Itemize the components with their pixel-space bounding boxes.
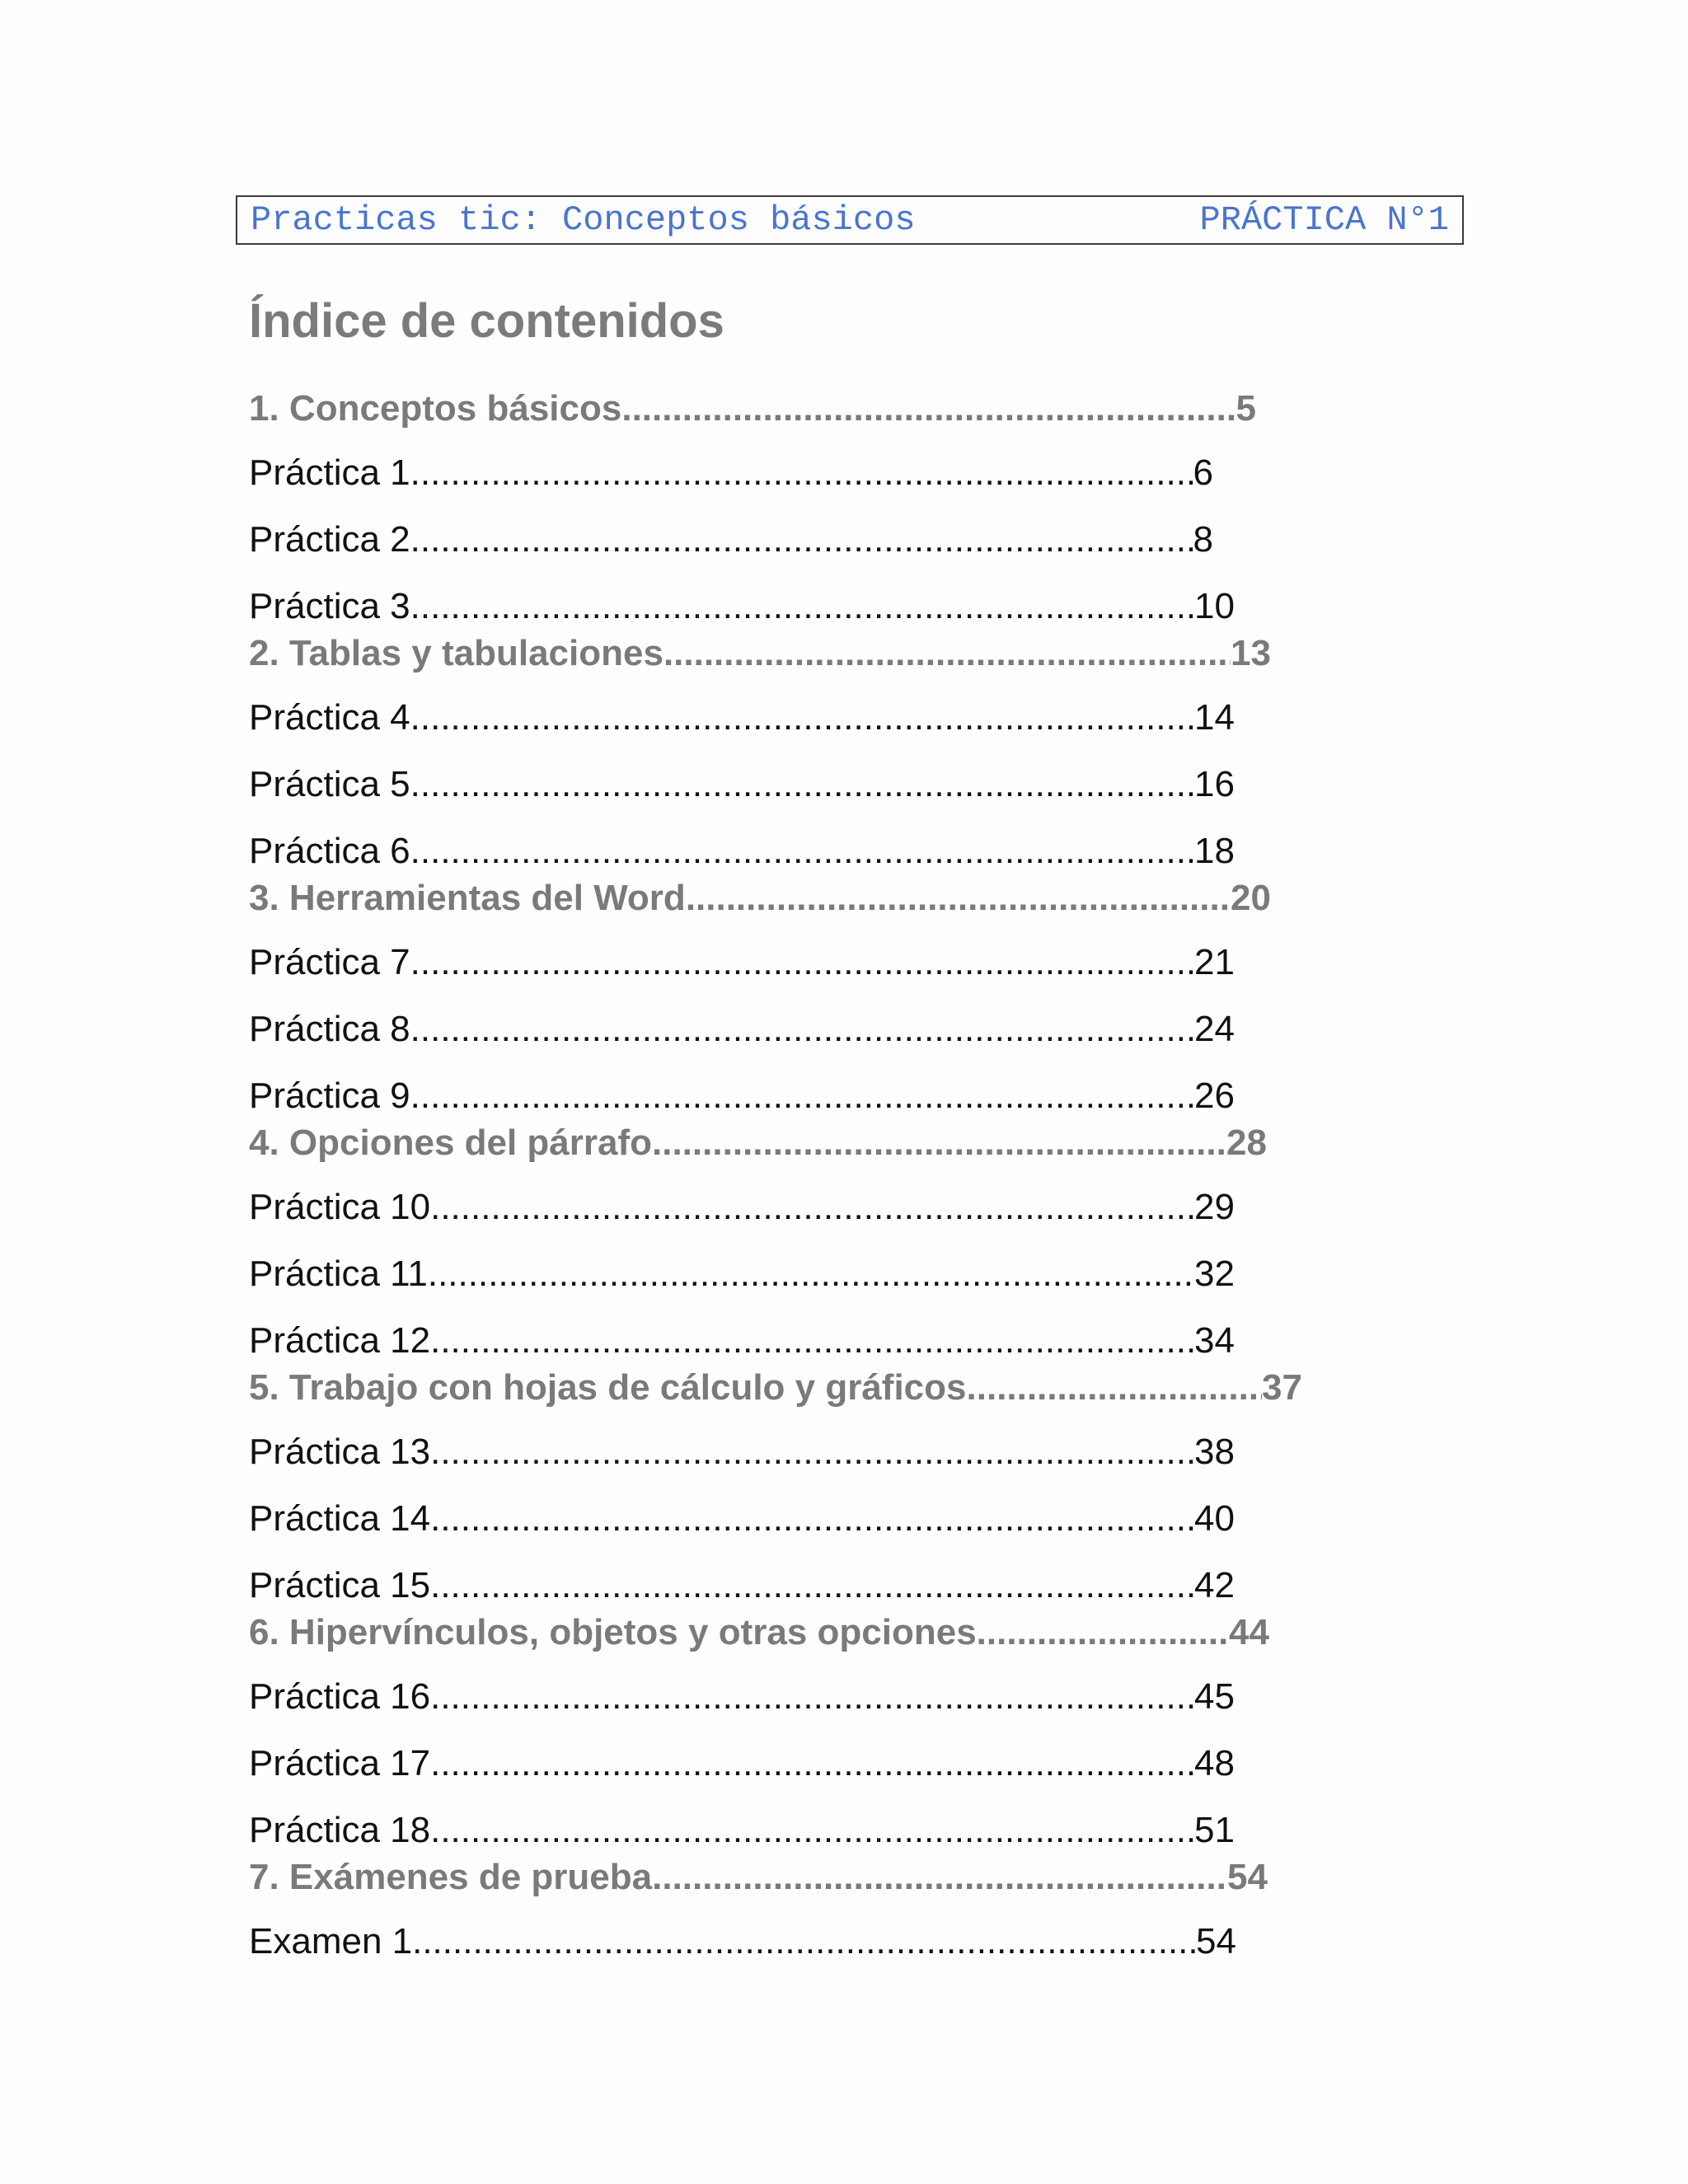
toc-item-entry[interactable]	[249, 1249, 1235, 1299]
toc-dot-leader	[410, 1005, 1194, 1054]
toc-item-entry[interactable]	[249, 1806, 1235, 1855]
toc-item-entry[interactable]	[249, 827, 1235, 876]
toc-entry-page-number: 10	[1194, 586, 1235, 626]
toc-entry-label: 6. Hipervínculos, objetos y otras opciones	[249, 1612, 977, 1652]
toc-entry-page-number: 20	[1231, 878, 1271, 918]
toc-entry-page-number: 44	[1229, 1612, 1269, 1652]
toc-dot-leader	[430, 1494, 1194, 1544]
page-header	[236, 195, 1464, 245]
toc-title: Índice de contenidos	[249, 294, 724, 348]
toc-item-entry[interactable]	[249, 1672, 1235, 1722]
toc-item-entry[interactable]	[249, 1739, 1235, 1788]
toc-dot-leader	[410, 515, 1193, 565]
toc-entry-label: Práctica 3	[249, 586, 410, 626]
toc-entry-label: 3. Herramientas del Word	[249, 878, 686, 918]
toc-entry-label: Práctica 10	[249, 1187, 431, 1227]
toc-dot-leader	[967, 1363, 1263, 1413]
toc-section-entry[interactable]	[249, 384, 1256, 434]
toc-item-entry[interactable]	[249, 1917, 1236, 1966]
toc-entry-label: Práctica 14	[249, 1498, 431, 1539]
toc-item-entry[interactable]	[249, 1494, 1235, 1544]
toc-section-entry[interactable]	[249, 629, 1271, 678]
toc-entry-label: 4. Opciones del párrafo	[249, 1122, 653, 1163]
toc-entry-label: Examen 1	[249, 1921, 413, 1961]
toc-entry-page-number: 21	[1194, 942, 1235, 982]
toc-entry-page-number: 51	[1194, 1810, 1235, 1850]
toc-item-entry[interactable]	[249, 760, 1235, 809]
toc-dot-leader	[410, 827, 1194, 876]
toc-entry-page-number: 32	[1194, 1254, 1235, 1294]
toc-dot-leader	[412, 1917, 1196, 1966]
toc-dot-leader	[977, 1608, 1229, 1657]
toc-entry-page-number: 54	[1196, 1921, 1236, 1961]
toc-dot-leader	[430, 1183, 1194, 1232]
toc-dot-leader	[410, 760, 1194, 809]
toc-dot-leader	[428, 1249, 1194, 1299]
toc-dot-leader	[686, 874, 1231, 923]
toc-dot-leader	[410, 693, 1194, 743]
toc-entry-label: Práctica 12	[249, 1320, 431, 1361]
toc-entry-label: Práctica 13	[249, 1432, 431, 1472]
toc-entry-label: Práctica 4	[249, 697, 410, 738]
toc-section-entry[interactable]	[249, 874, 1271, 923]
toc-section-entry[interactable]	[249, 1118, 1267, 1168]
toc-entry-label: Práctica 6	[249, 831, 410, 871]
header-practice-number: PRÁCTICA N°1	[1199, 200, 1449, 240]
toc-dot-leader	[430, 1427, 1194, 1477]
toc-item-entry[interactable]	[249, 448, 1213, 498]
toc-entry-page-number: 8	[1193, 519, 1213, 560]
toc-entry-page-number: 24	[1194, 1009, 1235, 1049]
toc-entry-label: 5. Trabajo con hojas de cálculo y gráficos	[249, 1367, 967, 1408]
toc-dot-leader	[430, 1672, 1194, 1722]
toc-entry-label: 1. Conceptos básicos	[249, 388, 622, 429]
toc-entry-page-number: 28	[1226, 1122, 1267, 1163]
toc-entry-page-number: 38	[1194, 1432, 1235, 1472]
toc-dot-leader	[430, 1806, 1194, 1855]
toc-dot-leader	[430, 1316, 1194, 1366]
toc-entry-label: Práctica 11	[249, 1254, 428, 1294]
toc-entry-label: Práctica 9	[249, 1076, 410, 1116]
toc-section-entry[interactable]	[249, 1853, 1268, 1902]
toc-entry-label: Práctica 8	[249, 1009, 410, 1049]
toc-entry-label: Práctica 18	[249, 1810, 431, 1850]
toc-item-entry[interactable]	[249, 1316, 1235, 1366]
toc-item-entry[interactable]	[249, 582, 1235, 631]
toc-entry-label: Práctica 15	[249, 1565, 431, 1605]
toc-entry-label: Práctica 7	[249, 942, 410, 982]
toc-entry-label: Práctica 17	[249, 1743, 431, 1783]
toc-dot-leader	[430, 1561, 1194, 1610]
toc-dot-leader	[410, 448, 1193, 498]
toc-entry-page-number: 29	[1194, 1187, 1235, 1227]
toc-entry-label: 2. Tablas y tabulaciones	[249, 633, 663, 673]
header-document-title: Practicas tic: Conceptos básicos	[251, 200, 916, 240]
toc-entry-page-number: 13	[1231, 633, 1271, 673]
toc-item-entry[interactable]	[249, 1071, 1235, 1121]
toc-dot-leader	[652, 1853, 1227, 1902]
toc-entry-page-number: 16	[1194, 764, 1235, 804]
toc-dot-leader	[621, 384, 1236, 434]
toc-entry-page-number: 6	[1193, 452, 1213, 493]
toc-entry-page-number: 45	[1194, 1676, 1235, 1717]
toc-entry-page-number: 37	[1262, 1367, 1302, 1408]
toc-entry-label: Práctica 1	[249, 452, 410, 493]
toc-item-entry[interactable]	[249, 938, 1235, 987]
toc-item-entry[interactable]	[249, 693, 1235, 743]
toc-dot-leader	[430, 1739, 1194, 1788]
toc-item-entry[interactable]	[249, 1183, 1235, 1232]
toc-entry-page-number: 5	[1236, 388, 1256, 429]
toc-item-entry[interactable]	[249, 1005, 1235, 1054]
toc-entry-page-number: 18	[1194, 831, 1235, 871]
toc-entry-page-number: 48	[1194, 1743, 1235, 1783]
toc-section-entry[interactable]	[249, 1363, 1302, 1413]
toc-dot-leader	[410, 582, 1194, 631]
toc-dot-leader	[410, 1071, 1194, 1121]
toc-section-entry[interactable]	[249, 1608, 1269, 1657]
toc-entry-label: Práctica 5	[249, 764, 410, 804]
toc-entry-page-number: 34	[1194, 1320, 1235, 1361]
toc-entry-label: Práctica 16	[249, 1676, 431, 1717]
toc-entry-page-number: 40	[1194, 1498, 1235, 1539]
toc-entry-page-number: 14	[1194, 697, 1235, 738]
toc-dot-leader	[410, 938, 1194, 987]
toc-entry-label: Práctica 2	[249, 519, 410, 560]
toc-dot-leader	[663, 629, 1231, 678]
toc-entry-label: 7. Exámenes de prueba	[249, 1857, 653, 1897]
toc-dot-leader	[652, 1118, 1226, 1168]
toc-item-entry[interactable]	[249, 515, 1213, 565]
toc-entry-page-number: 26	[1194, 1076, 1235, 1116]
toc-item-entry[interactable]	[249, 1561, 1235, 1610]
toc-item-entry[interactable]	[249, 1427, 1235, 1477]
toc-entry-page-number: 54	[1227, 1857, 1268, 1897]
toc-entry-page-number: 42	[1194, 1565, 1235, 1605]
